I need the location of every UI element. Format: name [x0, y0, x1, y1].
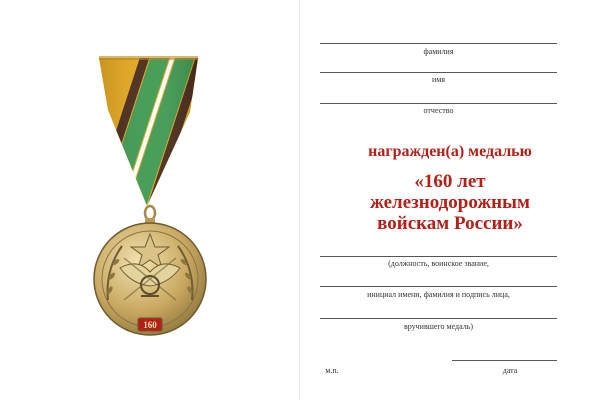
- name-caption: имя: [431, 75, 446, 84]
- position-caption: (должность, воинское звание,: [388, 259, 489, 268]
- stamp-label: м.п.: [325, 366, 339, 375]
- presenter-line[interactable]: [320, 318, 557, 319]
- awarded-label: награжден(а) медалью: [368, 143, 532, 160]
- name-line[interactable]: [320, 72, 557, 73]
- patronymic-line[interactable]: [320, 103, 557, 104]
- medal-title-line-3: войскам России»: [377, 213, 523, 234]
- medal-title-line-1: «160 лет: [414, 171, 486, 192]
- medal-badge-number: 160: [143, 320, 157, 330]
- patronymic-caption: отчество: [423, 106, 454, 115]
- certificate-right-page: [300, 0, 600, 400]
- medal-title: [300, 172, 600, 235]
- surname-line[interactable]: [320, 43, 557, 44]
- medal-image-panel: [0, 0, 300, 400]
- medal-illustration: [0, 0, 300, 400]
- surname-caption: фамилия: [423, 47, 454, 56]
- presenter-caption: вручившего медаль): [403, 322, 474, 331]
- signer-caption: инициал имени, фамилия и подпись лица,: [367, 290, 510, 299]
- date-line[interactable]: [452, 360, 557, 361]
- position-line[interactable]: [320, 256, 557, 257]
- date-label: дата: [502, 366, 518, 375]
- medal-disc: [94, 223, 206, 335]
- medal-title-line-2: железнодорожным: [370, 192, 530, 213]
- signer-line[interactable]: [320, 286, 557, 287]
